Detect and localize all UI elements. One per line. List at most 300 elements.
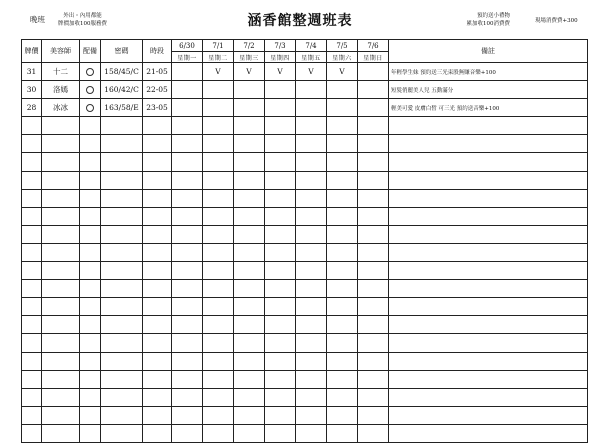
empty-cell <box>234 171 265 189</box>
empty-cell <box>265 243 296 261</box>
weekday-cell: 星期三 <box>234 52 265 63</box>
empty-cell <box>172 153 203 171</box>
date-cell: 7/4 <box>296 40 327 52</box>
empty-cell <box>143 171 172 189</box>
empty-cell <box>327 243 358 261</box>
weekday-cell: 星期二 <box>203 52 234 63</box>
col-header-name: 美容師 <box>42 40 80 63</box>
empty-cell <box>358 298 389 316</box>
empty-cell <box>42 280 80 298</box>
day-mark-cell <box>327 81 358 99</box>
empty-cell <box>296 262 327 280</box>
empty-cell <box>327 370 358 388</box>
empty-cell <box>80 334 101 352</box>
empty-cell <box>327 225 358 243</box>
empty-row <box>22 171 588 189</box>
staff-note: 年輕學生妹 預約送三光束股無賺音樂+100 <box>389 63 588 81</box>
empty-cell <box>42 388 80 406</box>
empty-cell <box>203 171 234 189</box>
day-mark-cell <box>296 81 327 99</box>
empty-cell <box>22 171 42 189</box>
date-cell: 7/2 <box>234 40 265 52</box>
empty-cell <box>296 298 327 316</box>
circle-icon <box>86 68 94 76</box>
empty-cell <box>42 135 80 153</box>
empty-cell <box>101 298 143 316</box>
empty-cell <box>234 316 265 334</box>
empty-cell <box>296 117 327 135</box>
empty-cell <box>203 352 234 370</box>
staff-note: 輕美可愛 皮膚白皙 可三光 預約送音樂+100 <box>389 99 588 117</box>
empty-cell <box>101 370 143 388</box>
empty-cell <box>234 135 265 153</box>
empty-cell <box>101 334 143 352</box>
empty-cell <box>80 225 101 243</box>
empty-cell <box>101 262 143 280</box>
empty-cell <box>101 135 143 153</box>
empty-cell <box>203 298 234 316</box>
empty-cell <box>265 280 296 298</box>
empty-cell <box>389 334 588 352</box>
empty-cell <box>172 280 203 298</box>
date-header-row <box>22 40 588 52</box>
empty-cell <box>101 316 143 334</box>
empty-cell <box>265 189 296 207</box>
empty-cell <box>296 243 327 261</box>
empty-cell <box>22 225 42 243</box>
empty-cell <box>80 280 101 298</box>
empty-cell <box>327 406 358 424</box>
empty-cell <box>358 262 389 280</box>
empty-cell <box>265 135 296 153</box>
circle-icon <box>86 86 94 94</box>
staff-code: 163/58/E <box>101 99 143 117</box>
day-mark-cell <box>358 81 389 99</box>
empty-cell <box>234 225 265 243</box>
empty-cell <box>42 298 80 316</box>
empty-cell <box>234 207 265 225</box>
empty-cell <box>327 117 358 135</box>
empty-cell <box>389 117 588 135</box>
empty-cell <box>101 207 143 225</box>
empty-cell <box>234 189 265 207</box>
empty-cell <box>358 388 389 406</box>
empty-cell <box>203 316 234 334</box>
empty-cell <box>101 243 143 261</box>
date-cell: 7/6 <box>358 40 389 52</box>
bonus-line-1: 預約送小禮物 <box>476 13 510 19</box>
empty-cell <box>22 262 42 280</box>
empty-cell <box>22 370 42 388</box>
empty-cell <box>234 153 265 171</box>
empty-cell <box>296 406 327 424</box>
empty-cell <box>101 352 143 370</box>
empty-cell <box>234 352 265 370</box>
empty-cell <box>80 352 101 370</box>
empty-cell <box>234 280 265 298</box>
empty-cell <box>101 171 143 189</box>
day-mark-cell: V <box>203 63 234 81</box>
empty-row <box>22 280 588 298</box>
day-mark-cell <box>296 99 327 117</box>
empty-cell <box>80 316 101 334</box>
empty-cell <box>265 262 296 280</box>
empty-cell <box>327 153 358 171</box>
empty-cell <box>265 153 296 171</box>
staff-time: 23-05 <box>143 99 172 117</box>
empty-row <box>22 117 588 135</box>
empty-cell <box>296 207 327 225</box>
staff-number: 28 <box>22 99 42 117</box>
day-mark-cell <box>172 81 203 99</box>
empty-cell <box>22 117 42 135</box>
empty-cell <box>389 298 588 316</box>
empty-cell <box>203 280 234 298</box>
booking-bonus <box>410 13 510 28</box>
onsite-fee-note: 現場消費費+300 <box>535 18 578 24</box>
empty-cell <box>22 424 42 442</box>
empty-cell <box>22 153 42 171</box>
empty-cell <box>22 243 42 261</box>
empty-cell <box>203 424 234 442</box>
equipment-cell <box>80 63 101 81</box>
empty-cell <box>42 262 80 280</box>
empty-cell <box>327 280 358 298</box>
empty-cell <box>265 207 296 225</box>
empty-cell <box>234 406 265 424</box>
weekday-cell: 星期一 <box>172 52 203 63</box>
empty-cell <box>101 153 143 171</box>
empty-cell <box>234 334 265 352</box>
empty-cell <box>327 334 358 352</box>
empty-cell <box>80 153 101 171</box>
empty-row <box>22 153 588 171</box>
empty-cell <box>389 153 588 171</box>
empty-cell <box>143 189 172 207</box>
empty-cell <box>80 262 101 280</box>
empty-cell <box>203 262 234 280</box>
staff-note: 短髮俏麗美人兒 五動滿分 <box>389 81 588 99</box>
empty-cell <box>42 424 80 442</box>
empty-cell <box>265 370 296 388</box>
empty-cell <box>80 243 101 261</box>
empty-cell <box>203 334 234 352</box>
equipment-cell <box>80 99 101 117</box>
col-header-note: 備註 <box>389 40 588 63</box>
empty-cell <box>327 424 358 442</box>
schedule-body <box>22 63 588 443</box>
empty-cell <box>358 207 389 225</box>
empty-cell <box>389 280 588 298</box>
staff-code: 158/45/C <box>101 63 143 81</box>
empty-cell <box>296 153 327 171</box>
empty-row <box>22 316 588 334</box>
empty-cell <box>358 370 389 388</box>
col-header-code: 密碼 <box>101 40 143 63</box>
empty-cell <box>265 424 296 442</box>
bonus-line-2: 累加收100消費費 <box>466 20 510 27</box>
empty-cell <box>327 207 358 225</box>
empty-cell <box>389 352 588 370</box>
empty-row <box>22 262 588 280</box>
empty-cell <box>101 406 143 424</box>
empty-cell <box>296 424 327 442</box>
empty-cell <box>389 370 588 388</box>
empty-cell <box>327 189 358 207</box>
empty-cell <box>42 207 80 225</box>
schedule-table <box>21 39 588 443</box>
empty-cell <box>172 424 203 442</box>
day-mark-cell <box>358 99 389 117</box>
empty-row <box>22 298 588 316</box>
empty-cell <box>296 135 327 153</box>
empty-cell <box>296 280 327 298</box>
day-mark-cell <box>265 81 296 99</box>
table-row <box>22 99 588 117</box>
empty-cell <box>172 298 203 316</box>
col-header-equipment: 配備 <box>80 40 101 63</box>
empty-cell <box>296 352 327 370</box>
empty-cell <box>358 243 389 261</box>
day-mark-cell <box>234 81 265 99</box>
empty-cell <box>296 316 327 334</box>
empty-cell <box>172 189 203 207</box>
empty-cell <box>143 117 172 135</box>
empty-cell <box>389 207 588 225</box>
empty-cell <box>172 388 203 406</box>
empty-row <box>22 225 588 243</box>
empty-cell <box>265 225 296 243</box>
empty-cell <box>22 189 42 207</box>
empty-cell <box>358 153 389 171</box>
empty-cell <box>42 334 80 352</box>
empty-cell <box>265 117 296 135</box>
empty-row <box>22 406 588 424</box>
empty-cell <box>143 262 172 280</box>
empty-cell <box>101 424 143 442</box>
empty-cell <box>42 370 80 388</box>
empty-cell <box>203 406 234 424</box>
empty-cell <box>234 388 265 406</box>
table-row <box>22 81 588 99</box>
empty-cell <box>234 243 265 261</box>
empty-cell <box>80 189 101 207</box>
empty-cell <box>22 352 42 370</box>
empty-cell <box>143 388 172 406</box>
empty-cell <box>358 225 389 243</box>
empty-cell <box>101 280 143 298</box>
empty-cell <box>265 316 296 334</box>
empty-cell <box>203 207 234 225</box>
weekday-cell: 星期日 <box>358 52 389 63</box>
empty-cell <box>101 388 143 406</box>
empty-cell <box>143 334 172 352</box>
empty-cell <box>265 171 296 189</box>
empty-cell <box>42 189 80 207</box>
empty-cell <box>265 388 296 406</box>
date-cell: 7/3 <box>265 40 296 52</box>
empty-cell <box>358 424 389 442</box>
date-cell: 7/1 <box>203 40 234 52</box>
empty-cell <box>143 280 172 298</box>
empty-cell <box>327 298 358 316</box>
empty-cell <box>22 388 42 406</box>
empty-cell <box>22 334 42 352</box>
empty-cell <box>265 406 296 424</box>
empty-cell <box>80 207 101 225</box>
day-mark-cell <box>203 81 234 99</box>
staff-name: 十二 <box>42 63 80 81</box>
day-mark-cell <box>172 63 203 81</box>
empty-cell <box>101 189 143 207</box>
empty-cell <box>389 243 588 261</box>
page-title: 涵香館整週班表 <box>247 13 353 29</box>
empty-cell <box>358 280 389 298</box>
empty-cell <box>42 117 80 135</box>
empty-cell <box>42 406 80 424</box>
empty-cell <box>234 298 265 316</box>
empty-row <box>22 189 588 207</box>
date-cell: 6/30 <box>172 40 203 52</box>
empty-cell <box>143 370 172 388</box>
empty-cell <box>172 316 203 334</box>
empty-cell <box>80 370 101 388</box>
empty-cell <box>203 370 234 388</box>
equipment-cell <box>80 81 101 99</box>
empty-cell <box>327 316 358 334</box>
empty-cell <box>296 334 327 352</box>
rules-line-2: 牌價加收100服務費 <box>58 20 107 27</box>
empty-cell <box>143 135 172 153</box>
date-cell: 7/5 <box>327 40 358 52</box>
empty-cell <box>203 243 234 261</box>
empty-cell <box>143 298 172 316</box>
empty-cell <box>143 207 172 225</box>
empty-cell <box>101 117 143 135</box>
empty-cell <box>143 243 172 261</box>
empty-cell <box>327 388 358 406</box>
empty-cell <box>22 207 42 225</box>
empty-cell <box>80 424 101 442</box>
staff-name: 冰冰 <box>42 99 80 117</box>
staff-name: 洛嫣 <box>42 81 80 99</box>
empty-cell <box>172 207 203 225</box>
empty-cell <box>296 225 327 243</box>
empty-cell <box>42 316 80 334</box>
empty-cell <box>234 370 265 388</box>
col-header-time: 時段 <box>143 40 172 63</box>
staff-number: 30 <box>22 81 42 99</box>
empty-cell <box>327 171 358 189</box>
empty-row <box>22 352 588 370</box>
empty-cell <box>358 406 389 424</box>
empty-cell <box>80 117 101 135</box>
empty-cell <box>80 135 101 153</box>
shift-label: 晚班 <box>30 15 45 24</box>
empty-cell <box>358 135 389 153</box>
staff-time: 21-05 <box>143 63 172 81</box>
weekday-cell: 星期四 <box>265 52 296 63</box>
empty-cell <box>389 262 588 280</box>
staff-code: 160/42/C <box>101 81 143 99</box>
day-mark-cell: V <box>234 63 265 81</box>
empty-cell <box>172 135 203 153</box>
empty-cell <box>203 189 234 207</box>
empty-cell <box>389 225 588 243</box>
empty-cell <box>172 352 203 370</box>
empty-cell <box>172 243 203 261</box>
empty-cell <box>296 388 327 406</box>
day-mark-cell <box>327 99 358 117</box>
empty-cell <box>172 406 203 424</box>
empty-cell <box>143 424 172 442</box>
empty-cell <box>358 316 389 334</box>
empty-row <box>22 424 588 442</box>
empty-row <box>22 207 588 225</box>
empty-cell <box>143 153 172 171</box>
empty-cell <box>296 189 327 207</box>
empty-cell <box>42 225 80 243</box>
empty-cell <box>265 352 296 370</box>
empty-cell <box>389 189 588 207</box>
empty-cell <box>327 262 358 280</box>
empty-cell <box>172 262 203 280</box>
empty-cell <box>296 171 327 189</box>
empty-cell <box>42 153 80 171</box>
empty-row <box>22 370 588 388</box>
day-mark-cell: V <box>327 63 358 81</box>
empty-cell <box>80 406 101 424</box>
empty-cell <box>143 406 172 424</box>
empty-cell <box>389 135 588 153</box>
empty-cell <box>22 298 42 316</box>
table-row <box>22 63 588 81</box>
day-mark-cell: V <box>265 63 296 81</box>
empty-cell <box>203 153 234 171</box>
empty-cell <box>358 334 389 352</box>
day-mark-cell: V <box>296 63 327 81</box>
empty-row <box>22 388 588 406</box>
empty-cell <box>143 225 172 243</box>
empty-cell <box>22 135 42 153</box>
empty-cell <box>358 352 389 370</box>
empty-cell <box>203 135 234 153</box>
empty-cell <box>101 225 143 243</box>
empty-row <box>22 243 588 261</box>
empty-cell <box>327 352 358 370</box>
empty-cell <box>389 171 588 189</box>
empty-cell <box>172 117 203 135</box>
day-mark-cell <box>203 99 234 117</box>
empty-cell <box>22 316 42 334</box>
empty-cell <box>327 135 358 153</box>
empty-cell <box>234 117 265 135</box>
empty-cell <box>389 424 588 442</box>
staff-time: 22-05 <box>143 81 172 99</box>
empty-cell <box>389 388 588 406</box>
weekday-cell: 星期六 <box>327 52 358 63</box>
weekday-cell: 星期五 <box>296 52 327 63</box>
empty-cell <box>358 117 389 135</box>
empty-cell <box>203 117 234 135</box>
empty-cell <box>203 388 234 406</box>
rules-line-1: 外出・內用都能 <box>63 13 102 19</box>
day-mark-cell <box>265 99 296 117</box>
empty-cell <box>172 171 203 189</box>
day-mark-cell <box>234 99 265 117</box>
staff-number: 31 <box>22 63 42 81</box>
empty-cell <box>80 388 101 406</box>
